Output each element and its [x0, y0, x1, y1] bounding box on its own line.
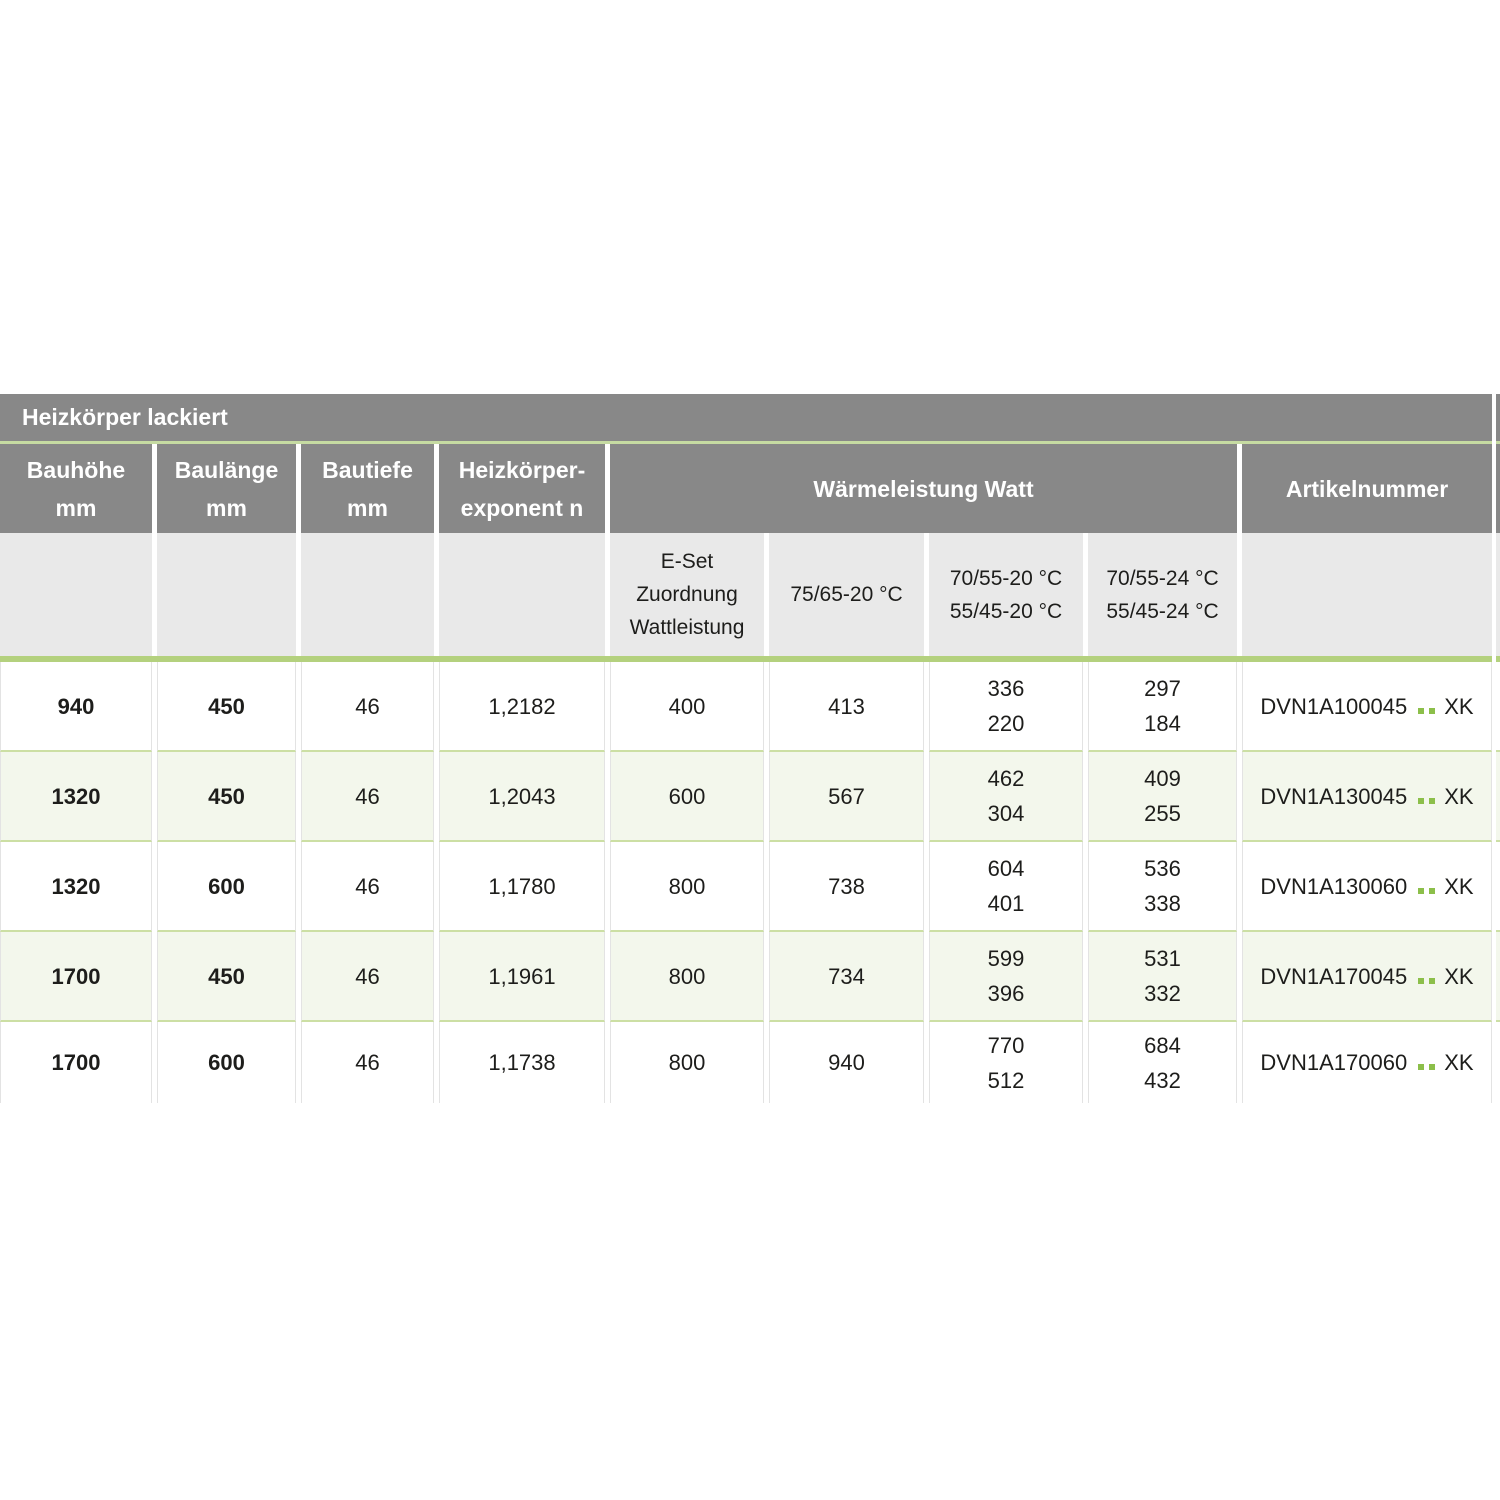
- watt-value: 409: [1144, 766, 1181, 791]
- placeholder-dot-icon: [1429, 798, 1435, 804]
- cell-bauhoehe: 1700: [0, 1022, 152, 1103]
- cell-70-55-24: [1088, 842, 1237, 932]
- watt-value: 338: [1144, 891, 1181, 916]
- sliver-segment: [1496, 752, 1500, 840]
- watt-value: 255: [1144, 801, 1181, 826]
- cell-baulaenge: 600: [157, 1022, 296, 1103]
- cell-exponent: 1,2043: [439, 752, 605, 842]
- cell-75-65: 940: [769, 1022, 924, 1103]
- cell-baulaenge: 450: [157, 752, 296, 842]
- subheader-row: [0, 533, 1492, 656]
- cell-eset: 800: [610, 932, 764, 1022]
- col-header-line: mm: [206, 494, 247, 521]
- article-number: [1260, 1045, 1473, 1080]
- watt-value: 770: [987, 1032, 1025, 1058]
- col-header-line: Wärmeleistung Watt: [813, 475, 1034, 502]
- col-header-line: mm: [55, 494, 97, 521]
- col-header-line: Baulänge: [174, 456, 279, 483]
- col-header-line: Bauhöhe: [26, 456, 126, 483]
- col-header-exponent: [439, 444, 605, 533]
- cell-bautiefe: 46: [301, 662, 434, 752]
- col-header-artikelnummer: [1242, 444, 1492, 533]
- article-number: [1260, 959, 1473, 994]
- cell-eset: 800: [610, 842, 764, 932]
- watt-value: 599: [987, 946, 1025, 971]
- watt-value: 512: [987, 1067, 1025, 1093]
- subheader-line: Wattleistung: [629, 616, 745, 639]
- subheader-75-65: [769, 533, 924, 656]
- cell-bautiefe: 46: [301, 1022, 434, 1103]
- article-prefix: DVN1A100045: [1260, 693, 1408, 719]
- subheader-line: 55/45-24 °C: [1106, 599, 1219, 623]
- col-header-line: mm: [347, 494, 388, 521]
- subheader-line: Zuordnung: [636, 583, 738, 606]
- watt-value: 432: [1144, 1067, 1181, 1093]
- cell-70-55-24: [1088, 932, 1237, 1022]
- subheader-empty: [1242, 533, 1492, 656]
- cell-artikelnummer: [1242, 932, 1492, 1022]
- watt-value: 332: [1144, 981, 1181, 1006]
- watt-value: 684: [1144, 1032, 1181, 1058]
- sliver-segment: [1496, 842, 1500, 930]
- cell-exponent: 1,2182: [439, 662, 605, 752]
- col-header-line: Artikelnummer: [1285, 475, 1449, 502]
- col-header-baulaenge: [157, 444, 296, 533]
- cell-eset: 400: [610, 662, 764, 752]
- header-row: [0, 444, 1492, 533]
- subheader-empty: [157, 533, 296, 656]
- table-title-bar: [0, 394, 1492, 441]
- cell-eset: 600: [610, 752, 764, 842]
- watt-value: 220: [987, 711, 1025, 736]
- cell-bauhoehe: 1700: [0, 932, 152, 1022]
- article-suffix: XK: [1444, 693, 1474, 719]
- cell-exponent: 1,1780: [439, 842, 605, 932]
- spec-table: [0, 394, 1492, 1103]
- watt-value: 297: [1144, 676, 1181, 701]
- subheader-line: 70/55-24 °C: [1106, 566, 1219, 590]
- placeholder-dot-icon: [1429, 888, 1435, 894]
- cell-75-65: 567: [769, 752, 924, 842]
- col-header-bauhoehe: [0, 444, 152, 533]
- cell-artikelnummer: [1242, 1022, 1492, 1103]
- subheader-line: 70/55-20 °C: [949, 566, 1063, 590]
- cell-exponent: 1,1738: [439, 1022, 605, 1103]
- article-prefix: DVN1A170060: [1260, 1050, 1408, 1075]
- cell-exponent: 1,1961: [439, 932, 605, 1022]
- subheader-empty: [0, 533, 152, 656]
- subheader-line: E-Set: [660, 550, 714, 573]
- article-suffix: XK: [1444, 873, 1474, 899]
- article-prefix: DVN1A130045: [1260, 783, 1408, 809]
- article-prefix: DVN1A130060: [1260, 873, 1408, 899]
- table-body: [0, 662, 1492, 1103]
- cell-bautiefe: 46: [301, 752, 434, 842]
- subheader-70-55-20: [929, 533, 1083, 656]
- cell-75-65: 734: [769, 932, 924, 1022]
- col-header-line: Heizkörper-: [458, 456, 586, 483]
- sliver-segment: [1496, 394, 1500, 441]
- sliver-segment: [1496, 662, 1500, 750]
- cell-70-55-20: [929, 662, 1083, 752]
- sliver-segment: [1496, 533, 1500, 656]
- placeholder-dot-icon: [1418, 978, 1424, 984]
- watt-value: 396: [987, 981, 1025, 1006]
- cell-bauhoehe: 1320: [0, 842, 152, 932]
- col-header-waermeleistung: [610, 444, 1237, 533]
- placeholder-dot-icon: [1429, 1064, 1435, 1070]
- cell-75-65: 413: [769, 662, 924, 752]
- placeholder-dot-icon: [1418, 798, 1424, 804]
- article-suffix: XK: [1444, 783, 1474, 809]
- article-suffix: XK: [1444, 963, 1474, 989]
- col-header-line: Bautiefe: [322, 456, 413, 483]
- cell-70-55-24: [1088, 752, 1237, 842]
- placeholder-dot-icon: [1429, 978, 1435, 984]
- watt-value: 462: [987, 766, 1025, 791]
- cell-bauhoehe: 940: [0, 662, 152, 752]
- watt-value: 531: [1144, 946, 1181, 971]
- cell-70-55-24: [1088, 1022, 1237, 1103]
- subheader-line: 75/65-20 °C: [790, 583, 903, 606]
- cell-baulaenge: 450: [157, 932, 296, 1022]
- cell-70-55-20: [929, 1022, 1083, 1103]
- cell-70-55-20: [929, 752, 1083, 842]
- placeholder-dot-icon: [1418, 708, 1424, 714]
- cell-70-55-24: [1088, 662, 1237, 752]
- watt-value: 336: [987, 676, 1025, 701]
- watt-value: 401: [987, 891, 1025, 916]
- cell-artikelnummer: [1242, 752, 1492, 842]
- cell-75-65: 738: [769, 842, 924, 932]
- watt-value: 184: [1144, 711, 1181, 736]
- article-number: [1260, 689, 1473, 724]
- cell-bautiefe: 46: [301, 932, 434, 1022]
- subheader-empty: [439, 533, 605, 656]
- table-title: Heizkörper lackiert: [22, 404, 228, 430]
- cell-artikelnummer: [1242, 662, 1492, 752]
- adjacent-table-sliver: [1496, 394, 1500, 1103]
- watt-value: 536: [1144, 856, 1181, 881]
- cell-bauhoehe: 1320: [0, 752, 152, 842]
- article-number: [1260, 779, 1473, 814]
- sliver-segment: [1496, 444, 1500, 533]
- watt-value: 604: [987, 856, 1025, 881]
- cell-70-55-20: [929, 932, 1083, 1022]
- article-suffix: XK: [1444, 1050, 1474, 1075]
- placeholder-dot-icon: [1418, 888, 1424, 894]
- sliver-segment: [1496, 932, 1500, 1020]
- placeholder-dot-icon: [1418, 1064, 1424, 1070]
- cell-baulaenge: 600: [157, 842, 296, 932]
- placeholder-dot-icon: [1429, 708, 1435, 714]
- cell-baulaenge: 450: [157, 662, 296, 752]
- cell-70-55-20: [929, 842, 1083, 932]
- cell-artikelnummer: [1242, 842, 1492, 932]
- cell-eset: 800: [610, 1022, 764, 1103]
- article-number: [1260, 869, 1473, 904]
- subheader-empty: [301, 533, 434, 656]
- article-prefix: DVN1A170045: [1260, 963, 1408, 989]
- watt-value: 304: [987, 801, 1025, 826]
- sliver-segment: [1496, 1022, 1500, 1103]
- subheader-line: 55/45-20 °C: [949, 599, 1063, 623]
- col-header-line: exponent n: [460, 494, 584, 521]
- col-header-bautiefe: [301, 444, 434, 533]
- subheader-eset: [610, 533, 764, 656]
- subheader-70-55-24: [1088, 533, 1237, 656]
- cell-bautiefe: 46: [301, 842, 434, 932]
